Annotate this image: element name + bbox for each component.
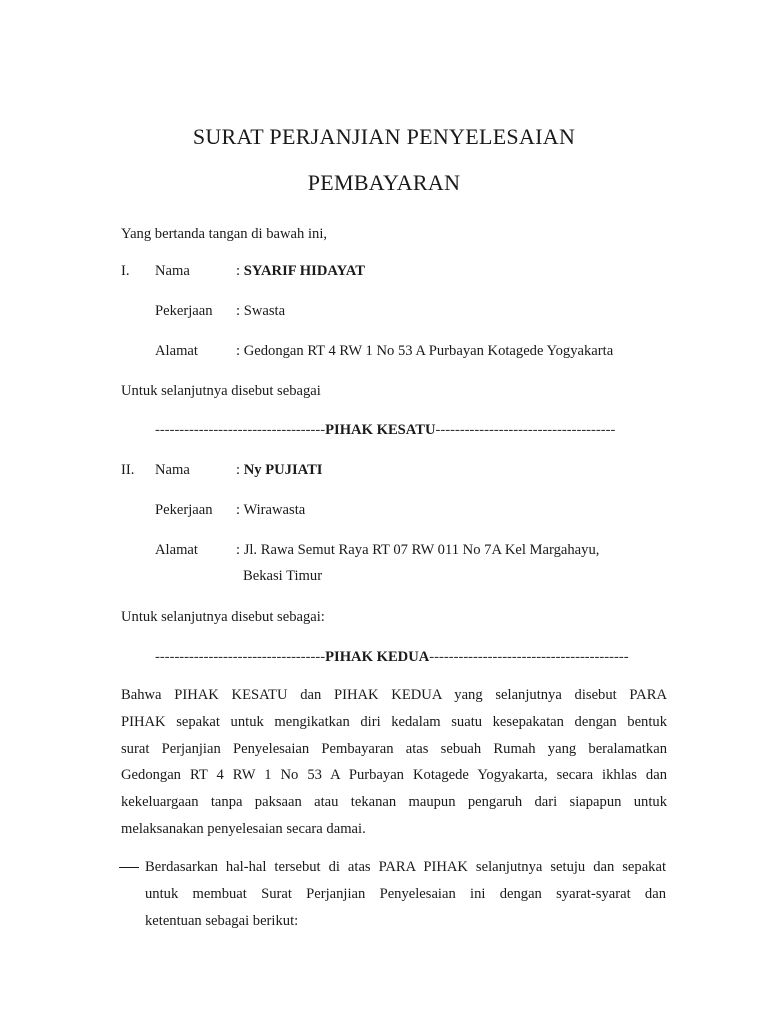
pihak-kedua-dash-right: ----------------------------------------- — [429, 649, 629, 665]
party1-pekerjaan-value: : Swasta — [236, 303, 286, 319]
pihak-kedua-label: PIHAK KEDUA — [325, 649, 430, 665]
paragraph1-line-5: kekeluargaan tanpa paksaan atau tekanan maupun pengaruh dari siapapun untuk — [121, 794, 667, 810]
pihak-kesatu-dash-right: ------------------------------------- — [435, 422, 616, 438]
party1-nama-text: SYARIF HIDAYAT — [243, 263, 365, 279]
party2-alamat-value-line-1: : Jl. Rawa Semut Raya RT 07 RW 011 No 7A Kel Margahayu, — [236, 542, 600, 558]
party1-nama-colon: : — [236, 263, 244, 279]
party1-alamat-value: : Gedongan RT 4 RW 1 No 53 A Purbayan Kotagede Yogyakarta — [236, 343, 614, 359]
document-title-line-1: SURAT PERJANJIAN PENYELESAIAN — [192, 124, 576, 149]
party2-alamat-label: Alamat — [155, 542, 198, 558]
party1-numeral: I. — [121, 263, 130, 279]
party1-nama-label: Nama — [155, 263, 190, 279]
paragraph2-line-3: ketentuan sebagai berikut: — [145, 913, 299, 929]
party2-nama-label: Nama — [155, 462, 190, 478]
pihak-kedua-line — [155, 650, 629, 665]
paragraph1-line-6: melaksanakan penyelesaian secara damai. — [121, 821, 366, 837]
party2-pekerjaan-value: : Wirawasta — [236, 502, 306, 518]
party2-numeral: II. — [121, 462, 135, 478]
paragraph2-line-2: untuk membuat Surat Perjanjian Penyelesaian ini dengan syarat-syarat dan — [145, 886, 666, 902]
dash-bullet-icon — [119, 867, 139, 868]
party1-pekerjaan-label: Pekerjaan — [155, 303, 213, 319]
party1-nama-value — [236, 264, 365, 279]
pihak-kedua-dash-left: ----------------------------------- — [155, 649, 326, 665]
party2-nama-value — [236, 463, 323, 478]
party2-nama-colon: : — [236, 462, 244, 478]
paragraph2-line-1: Berdasarkan hal-hal tersebut di atas PARA PIHAK selanjutnya setuju dan sepakat — [145, 859, 666, 875]
referred-text-2: Untuk selanjutnya disebut sebagai: — [121, 609, 325, 625]
referred-text-1: Untuk selanjutnya disebut sebagai — [121, 383, 321, 399]
document-title-line-2: PEMBAYARAN — [307, 170, 461, 195]
party2-alamat-value-line-2: Bekasi Timur — [243, 568, 323, 584]
paragraph1-line-2: PIHAK sepakat untuk mengikatkan diri kedalam suatu kesepakatan dengan bentuk — [121, 714, 667, 730]
party2-nama-text: Ny PUJIATI — [243, 462, 323, 478]
intro-text: Yang bertanda tangan di bawah ini, — [121, 226, 328, 242]
paragraph1-line-4: Gedongan RT 4 RW 1 No 53 A Purbayan Kotagede Yogyakarta, secara ikhlas dan — [121, 767, 667, 783]
pihak-kesatu-label: PIHAK KESATU — [325, 422, 436, 438]
party1-alamat-label: Alamat — [155, 343, 198, 359]
pihak-kesatu-line — [155, 423, 615, 438]
paragraph1-line-1: Bahwa PIHAK KESATU dan PIHAK KEDUA yang selanjutnya disebut PARA — [121, 687, 667, 703]
party2-pekerjaan-label: Pekerjaan — [155, 502, 213, 518]
pihak-kesatu-dash-left: ----------------------------------- — [155, 422, 326, 438]
paragraph1-line-3: surat Perjanjian Penyelesaian Pembayaran atas sebuah Rumah yang beralamatkan — [121, 741, 667, 757]
